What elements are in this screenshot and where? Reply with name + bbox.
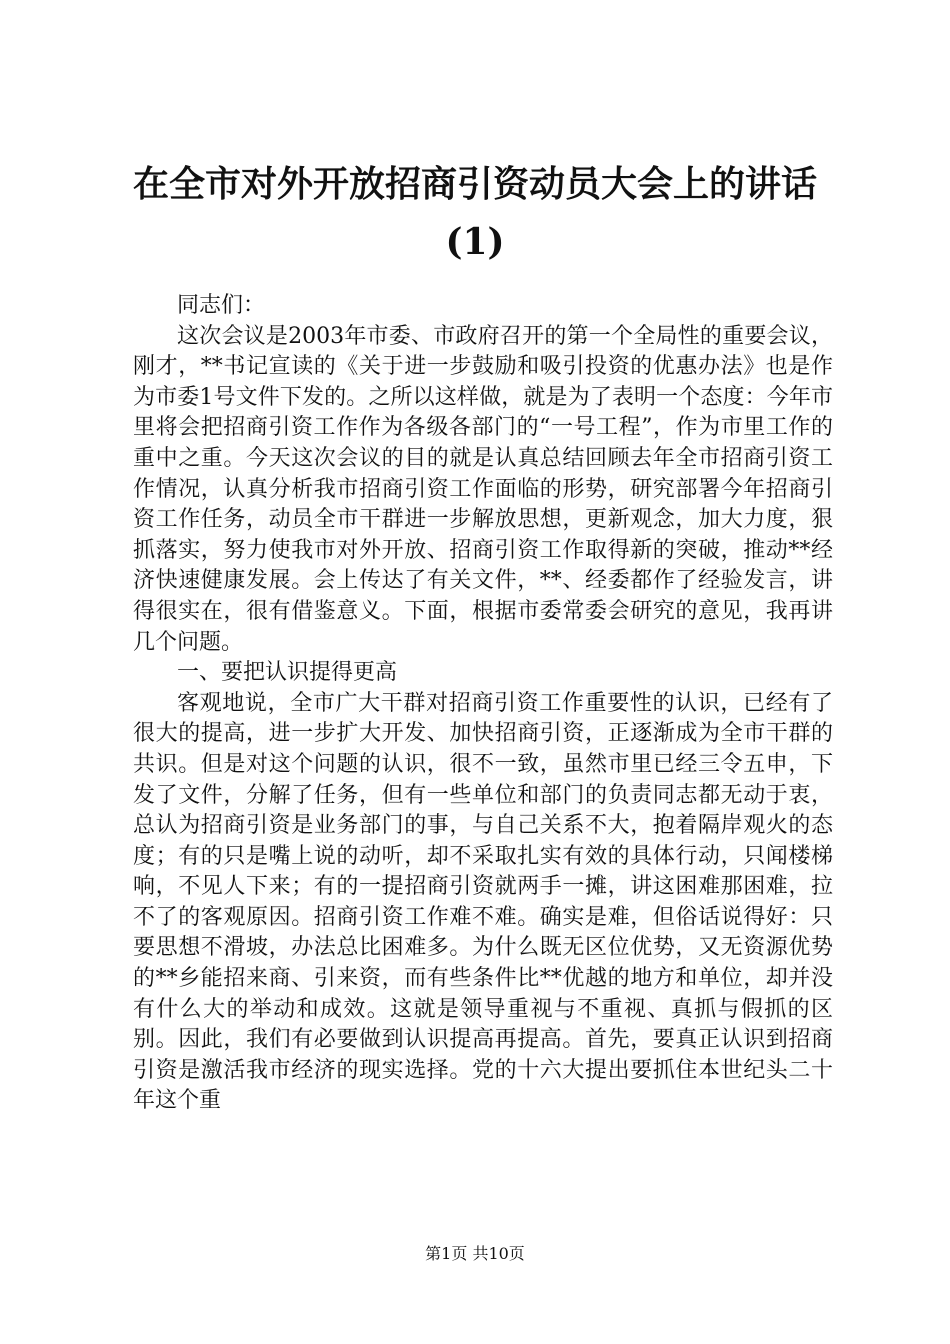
page-footer: 第1页 共10页: [425, 1244, 525, 1263]
salutation: 同志们：: [177, 293, 266, 318]
document-title-number: (1): [445, 221, 505, 263]
body-paragraph: 客观地说，全市广大干群对招商引资工作重要性的认识，已经有了很大的提高，进一步扩大开发、加快招商引资，正逐渐成为全市干群的共识。但是对这个问题的认识，很不一致，虽然市里已经三令五申，下发了文件，分解了任务，但有一些单位和部门的负责同志都无动于衷，总认为招商引资是业务部门的事，与自己关系不大，抱着隔岸观火的态度；有的只是嘴上说的动听，却不采取扎实有效的具体行动，只闻楼梯响，不见人下来；有的一提招商引资就两手一摊，讲这困难那困难，拉不了的客观原因。招商引资工作难不难。确实是难，但俗话说得好：只要思想不滑坡，办法总比困难多。为什么既无区位优势，又无资源优势的**乡能招来商、引来资，而有些条件比**优越的地方和单位，却并没有什么大的举动和成效。这就是领导重视与不重视、真抓与假抓的区别。因此，我们有必要做到认识提高再提高。首先，要真正认识到招商引资是激活我市经济的现实选择。党的十六大提出要抓住本世纪头二十年这个重: [133, 690, 833, 1114]
body-paragraph: 这次会议是2003年市委、市政府召开的第一个全局性的重要会议，刚才，**书记宣读的《关于进一步鼓励和吸引投资的优惠办法》也是作为市委1号文件下发的。之所以这样做，就是为了表明一个态度：今年市里将会把招商引资工作作为各级各部门的“一号工程”，作为市里工作的重中之重。今天这次会议的目的就是认真总结回顾去年全市招商引资工作情况，认真分析我市招商引资工作面临的形势，研究部署今年招商引资工作任务，动员全市干群进一步解放思想，更新观念，加大力度，狠抓落实，努力使我市对外开放、招商引资工作取得新的突破，推动**经济快速健康发展。会上传达了有关文件，**、经委都作了经验发言，讲得很实在，很有借鉴意义。下面，根据市委常委会研究的意见，我再讲几个问题。: [133, 323, 833, 655]
document-title: 在全市对外开放招商引资动员大会上的讲话: [132, 163, 817, 205]
document-body: [133, 291, 833, 1117]
section-heading: 一、要把认识提得更高: [177, 660, 398, 686]
